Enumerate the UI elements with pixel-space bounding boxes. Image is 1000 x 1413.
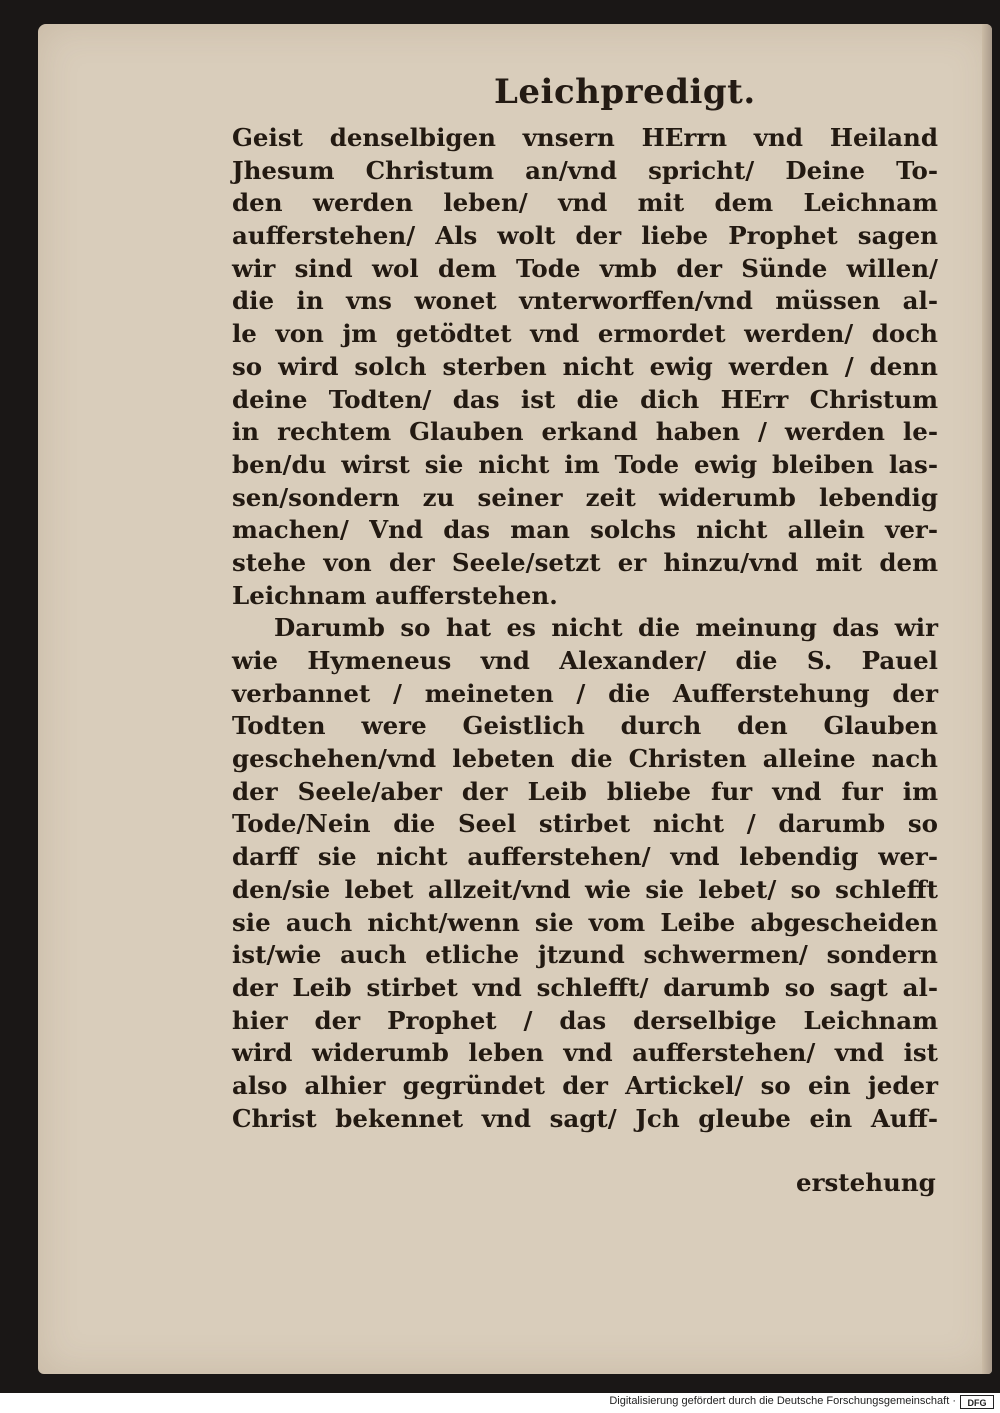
- dfg-logo: DFG: [960, 1395, 994, 1409]
- text-line: aufferstehen/ Als wolt der liebe Prophet sagen: [232, 221, 938, 251]
- footer-bar: [0, 1393, 1000, 1413]
- funding-credit: Digitalisierung gefördert durch die Deutsche Forschungsgemeinschaft ·: [609, 1395, 956, 1407]
- text-line: den/sie lebet allzeit/vnd wie sie lebet/ so schlefft: [232, 874, 938, 904]
- text-line: also alhier gegründet der Artickel/ so ein jeder: [232, 1070, 938, 1100]
- text-line: so wird solch sterben nicht ewig werden / denn: [232, 351, 938, 381]
- text-line: wie Hymeneus vnd Alexander/ die S. Pauel: [232, 646, 938, 675]
- text-line: darff sie nicht aufferstehen/ vnd lebendig wer-: [232, 842, 938, 872]
- text-line: sie auch nicht/wenn sie vom Leibe abgescheiden: [232, 907, 938, 937]
- text-line: sen/sondern zu seiner zeit widerumb lebendig: [232, 482, 938, 512]
- running-head: Leichpredigt.: [494, 72, 756, 112]
- text-line: Tode/Nein die Seel stirbet nicht / darumb so: [232, 809, 938, 839]
- text-line: wird widerumb leben vnd aufferstehen/ vnd ist: [232, 1038, 938, 1068]
- text-line: hier der Prophet / das derselbige Leichnam: [232, 1005, 938, 1035]
- text-line: stehe von der Seele/setzt er hinzu/vnd mit dem: [232, 547, 938, 577]
- text-line: in rechtem Glauben erkand haben / werden le-: [232, 417, 938, 447]
- text-line: machen/ Vnd das man solchs nicht allein ver-: [232, 515, 938, 545]
- text-line: Geist denselbigen vnsern HErrn vnd Heiland: [232, 123, 938, 152]
- text-line: den werden leben/ vnd mit dem Leichnam: [232, 188, 938, 218]
- text-line: Jhesum Christum an/vnd spricht/ Deine To-: [232, 155, 938, 185]
- text-line: der Leib stirbet vnd schlefft/ darumb so sagt al-: [232, 972, 938, 1002]
- text-line: deine Todten/ das ist die dich HErr Christum: [232, 384, 938, 414]
- text-line: verbannet / meineten / die Aufferstehung der: [232, 678, 938, 708]
- text-line: geschehen/vnd lebeten die Christen alleine nach: [232, 744, 938, 774]
- page-edge: [982, 24, 992, 1374]
- text-line: le von jm getödtet vnd ermordet werden/ doch: [232, 319, 938, 349]
- text-line: wir sind wol dem Tode vmb der Sünde willen/: [232, 253, 938, 283]
- text-block: [232, 122, 938, 1135]
- text-line: Todten were Geistlich durch den Glauben: [232, 711, 938, 741]
- catchword: erstehung: [796, 1168, 936, 1197]
- paragraph-end-line: Leichnam aufferstehen.: [232, 580, 558, 610]
- paragraph-start-line: Darumb so hat es nicht die meinung das wir: [274, 613, 938, 643]
- text-line: Christ bekennet vnd sagt/ Jch gleube ein Auff-: [232, 1103, 938, 1133]
- text-line: der Seele/aber der Leib bliebe fur vnd fur im: [232, 776, 938, 806]
- text-line: ist/wie auch etliche jtzund schwermen/ sondern: [232, 940, 938, 970]
- text-line: ben/du wirst sie nicht im Tode ewig bleiben las-: [232, 449, 938, 479]
- text-line: die in vns wonet vnterworffen/vnd müssen al-: [232, 286, 938, 316]
